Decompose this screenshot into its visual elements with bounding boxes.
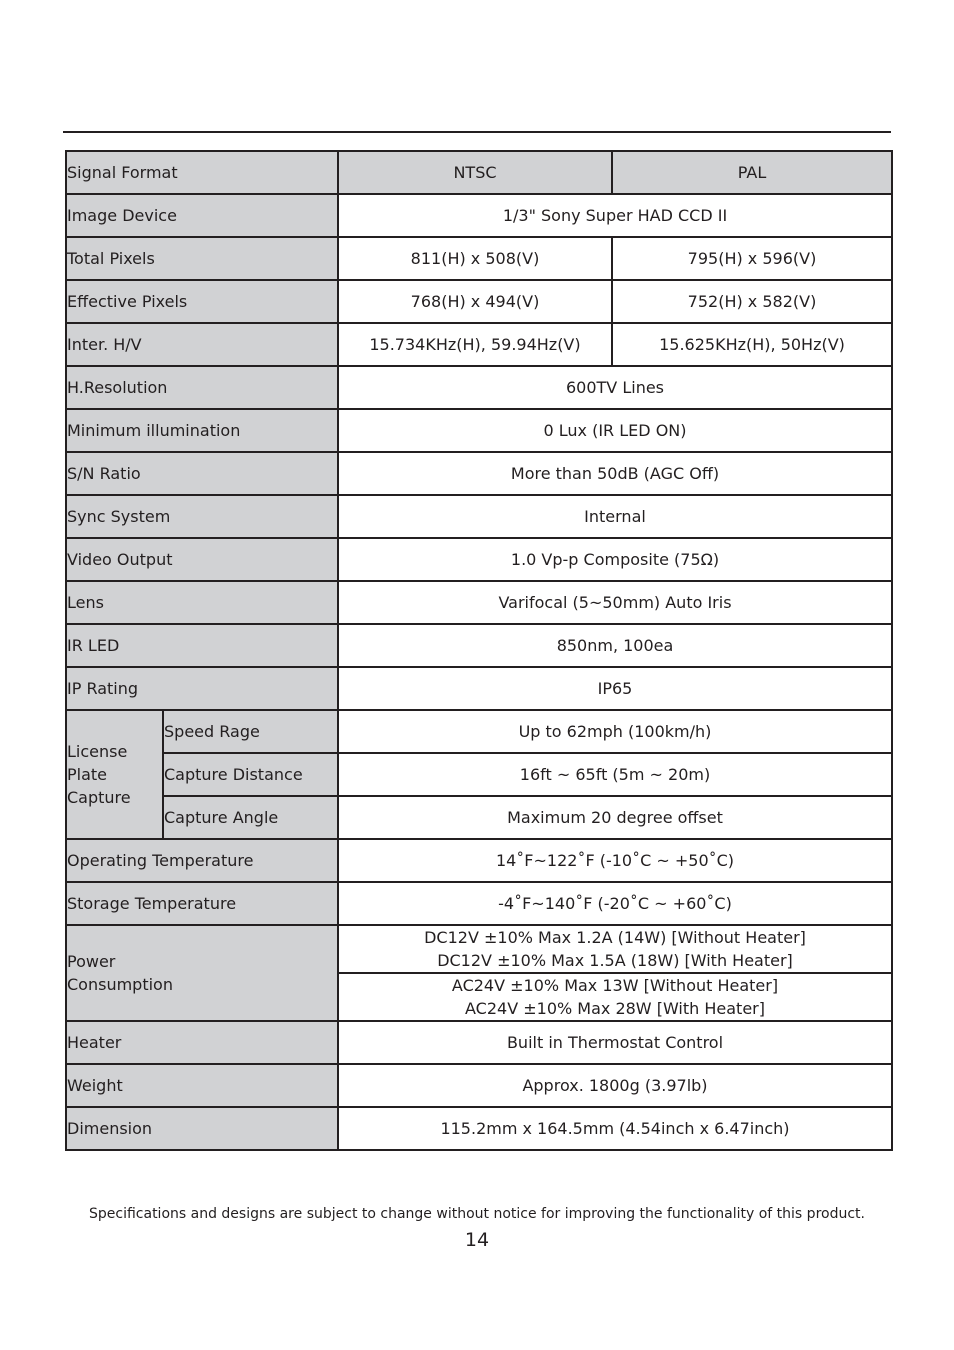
label-sync-system: Sync System [66, 495, 338, 538]
footnote: Specifications and designs are subject to change without notice for improving the functionality of this product. [89, 1206, 865, 1222]
label-capture-distance: Capture Distance [163, 753, 338, 796]
value-weight: Approx. 1800g (3.97lb) [338, 1064, 892, 1107]
value-min-illumination: 0 Lux (IR LED ON) [338, 409, 892, 452]
col-header-ntsc: NTSC [338, 151, 612, 194]
table-row-lpc-distance [66, 753, 892, 796]
label-operating-temperature: Operating Temperature [66, 839, 338, 882]
table-row-inter-hv [66, 323, 892, 366]
value-storage-temperature: -4˚F~140˚F (-20˚C ~ +60˚C) [338, 882, 892, 925]
value-h-resolution: 600TV Lines [338, 366, 892, 409]
page-number: 14 [464, 1229, 490, 1251]
value-heater: Built in Thermostat Control [338, 1021, 892, 1064]
table-row-image-device [66, 194, 892, 237]
value-sync-system: Internal [338, 495, 892, 538]
table-row-signal-format [66, 151, 892, 194]
value-speed-rage: Up to 62mph (100km/h) [338, 710, 892, 753]
table-row-power-dc [66, 925, 892, 973]
value-total-pixels-ntsc: 811(H) x 508(V) [338, 237, 612, 280]
table-row-ir-led [66, 624, 892, 667]
value-power-dc: DC12V ±10% Max 1.2A (14W) [Without Heater] DC12V ±10% Max 1.5A (18W) [With Heater] [338, 925, 892, 973]
value-effective-pixels-ntsc: 768(H) x 494(V) [338, 280, 612, 323]
value-capture-distance: 16ft ~ 65ft (5m ~ 20m) [338, 753, 892, 796]
table-row-total-pixels [66, 237, 892, 280]
table-row-min-illumination [66, 409, 892, 452]
value-operating-temperature: 14˚F~122˚F (-10˚C ~ +50˚C) [338, 839, 892, 882]
label-storage-temperature: Storage Temperature [66, 882, 338, 925]
label-signal-format: Signal Format [66, 151, 338, 194]
spec-table [65, 150, 893, 1151]
label-ir-led: IR LED [66, 624, 338, 667]
value-inter-hv-pal: 15.625KHz(H), 50Hz(V) [612, 323, 892, 366]
label-image-device: Image Device [66, 194, 338, 237]
table-row-video-output [66, 538, 892, 581]
label-sn-ratio: S/N Ratio [66, 452, 338, 495]
label-total-pixels: Total Pixels [66, 237, 338, 280]
table-row-heater [66, 1021, 892, 1064]
label-speed-rage: Speed Rage [163, 710, 338, 753]
value-inter-hv-ntsc: 15.734KHz(H), 59.94Hz(V) [338, 323, 612, 366]
value-image-device: 1/3" Sony Super HAD CCD II [338, 194, 892, 237]
table-row-h-resolution [66, 366, 892, 409]
value-effective-pixels-pal: 752(H) x 582(V) [612, 280, 892, 323]
label-ip-rating: IP Rating [66, 667, 338, 710]
label-lens: Lens [66, 581, 338, 624]
value-lens: Varifocal (5~50mm) Auto Iris [338, 581, 892, 624]
value-ip-rating: IP65 [338, 667, 892, 710]
table-row-storage-temp [66, 882, 892, 925]
table-row-lpc-speed [66, 710, 892, 753]
col-header-pal: PAL [612, 151, 892, 194]
table-row-dimension [66, 1107, 892, 1150]
label-capture-angle: Capture Angle [163, 796, 338, 839]
table-row-sn-ratio [66, 452, 892, 495]
table-row-effective-pixels [66, 280, 892, 323]
table-row-lpc-angle [66, 796, 892, 839]
label-license-plate-capture: License Plate Capture [66, 710, 163, 839]
label-dimension: Dimension [66, 1107, 338, 1150]
table-row-weight [66, 1064, 892, 1107]
value-power-ac: AC24V ±10% Max 13W [Without Heater] AC24V ±10% Max 28W [With Heater] [338, 973, 892, 1021]
table-row-sync-system [66, 495, 892, 538]
label-power-consumption: Power Consumption [66, 925, 338, 1021]
top-rule [63, 131, 891, 133]
label-effective-pixels: Effective Pixels [66, 280, 338, 323]
label-min-illumination: Minimum illumination [66, 409, 338, 452]
table-row-ip-rating [66, 667, 892, 710]
label-heater: Heater [66, 1021, 338, 1064]
table-row-lens [66, 581, 892, 624]
table-row-operating-temp [66, 839, 892, 882]
value-total-pixels-pal: 795(H) x 596(V) [612, 237, 892, 280]
value-ir-led: 850nm, 100ea [338, 624, 892, 667]
label-video-output: Video Output [66, 538, 338, 581]
label-inter-hv: Inter. H/V [66, 323, 338, 366]
value-dimension: 115.2mm x 164.5mm (4.54inch x 6.47inch) [338, 1107, 892, 1150]
value-capture-angle: Maximum 20 degree offset [338, 796, 892, 839]
value-video-output: 1.0 Vp-p Composite (75Ω) [338, 538, 892, 581]
label-h-resolution: H.Resolution [66, 366, 338, 409]
label-weight: Weight [66, 1064, 338, 1107]
value-sn-ratio: More than 50dB (AGC Off) [338, 452, 892, 495]
